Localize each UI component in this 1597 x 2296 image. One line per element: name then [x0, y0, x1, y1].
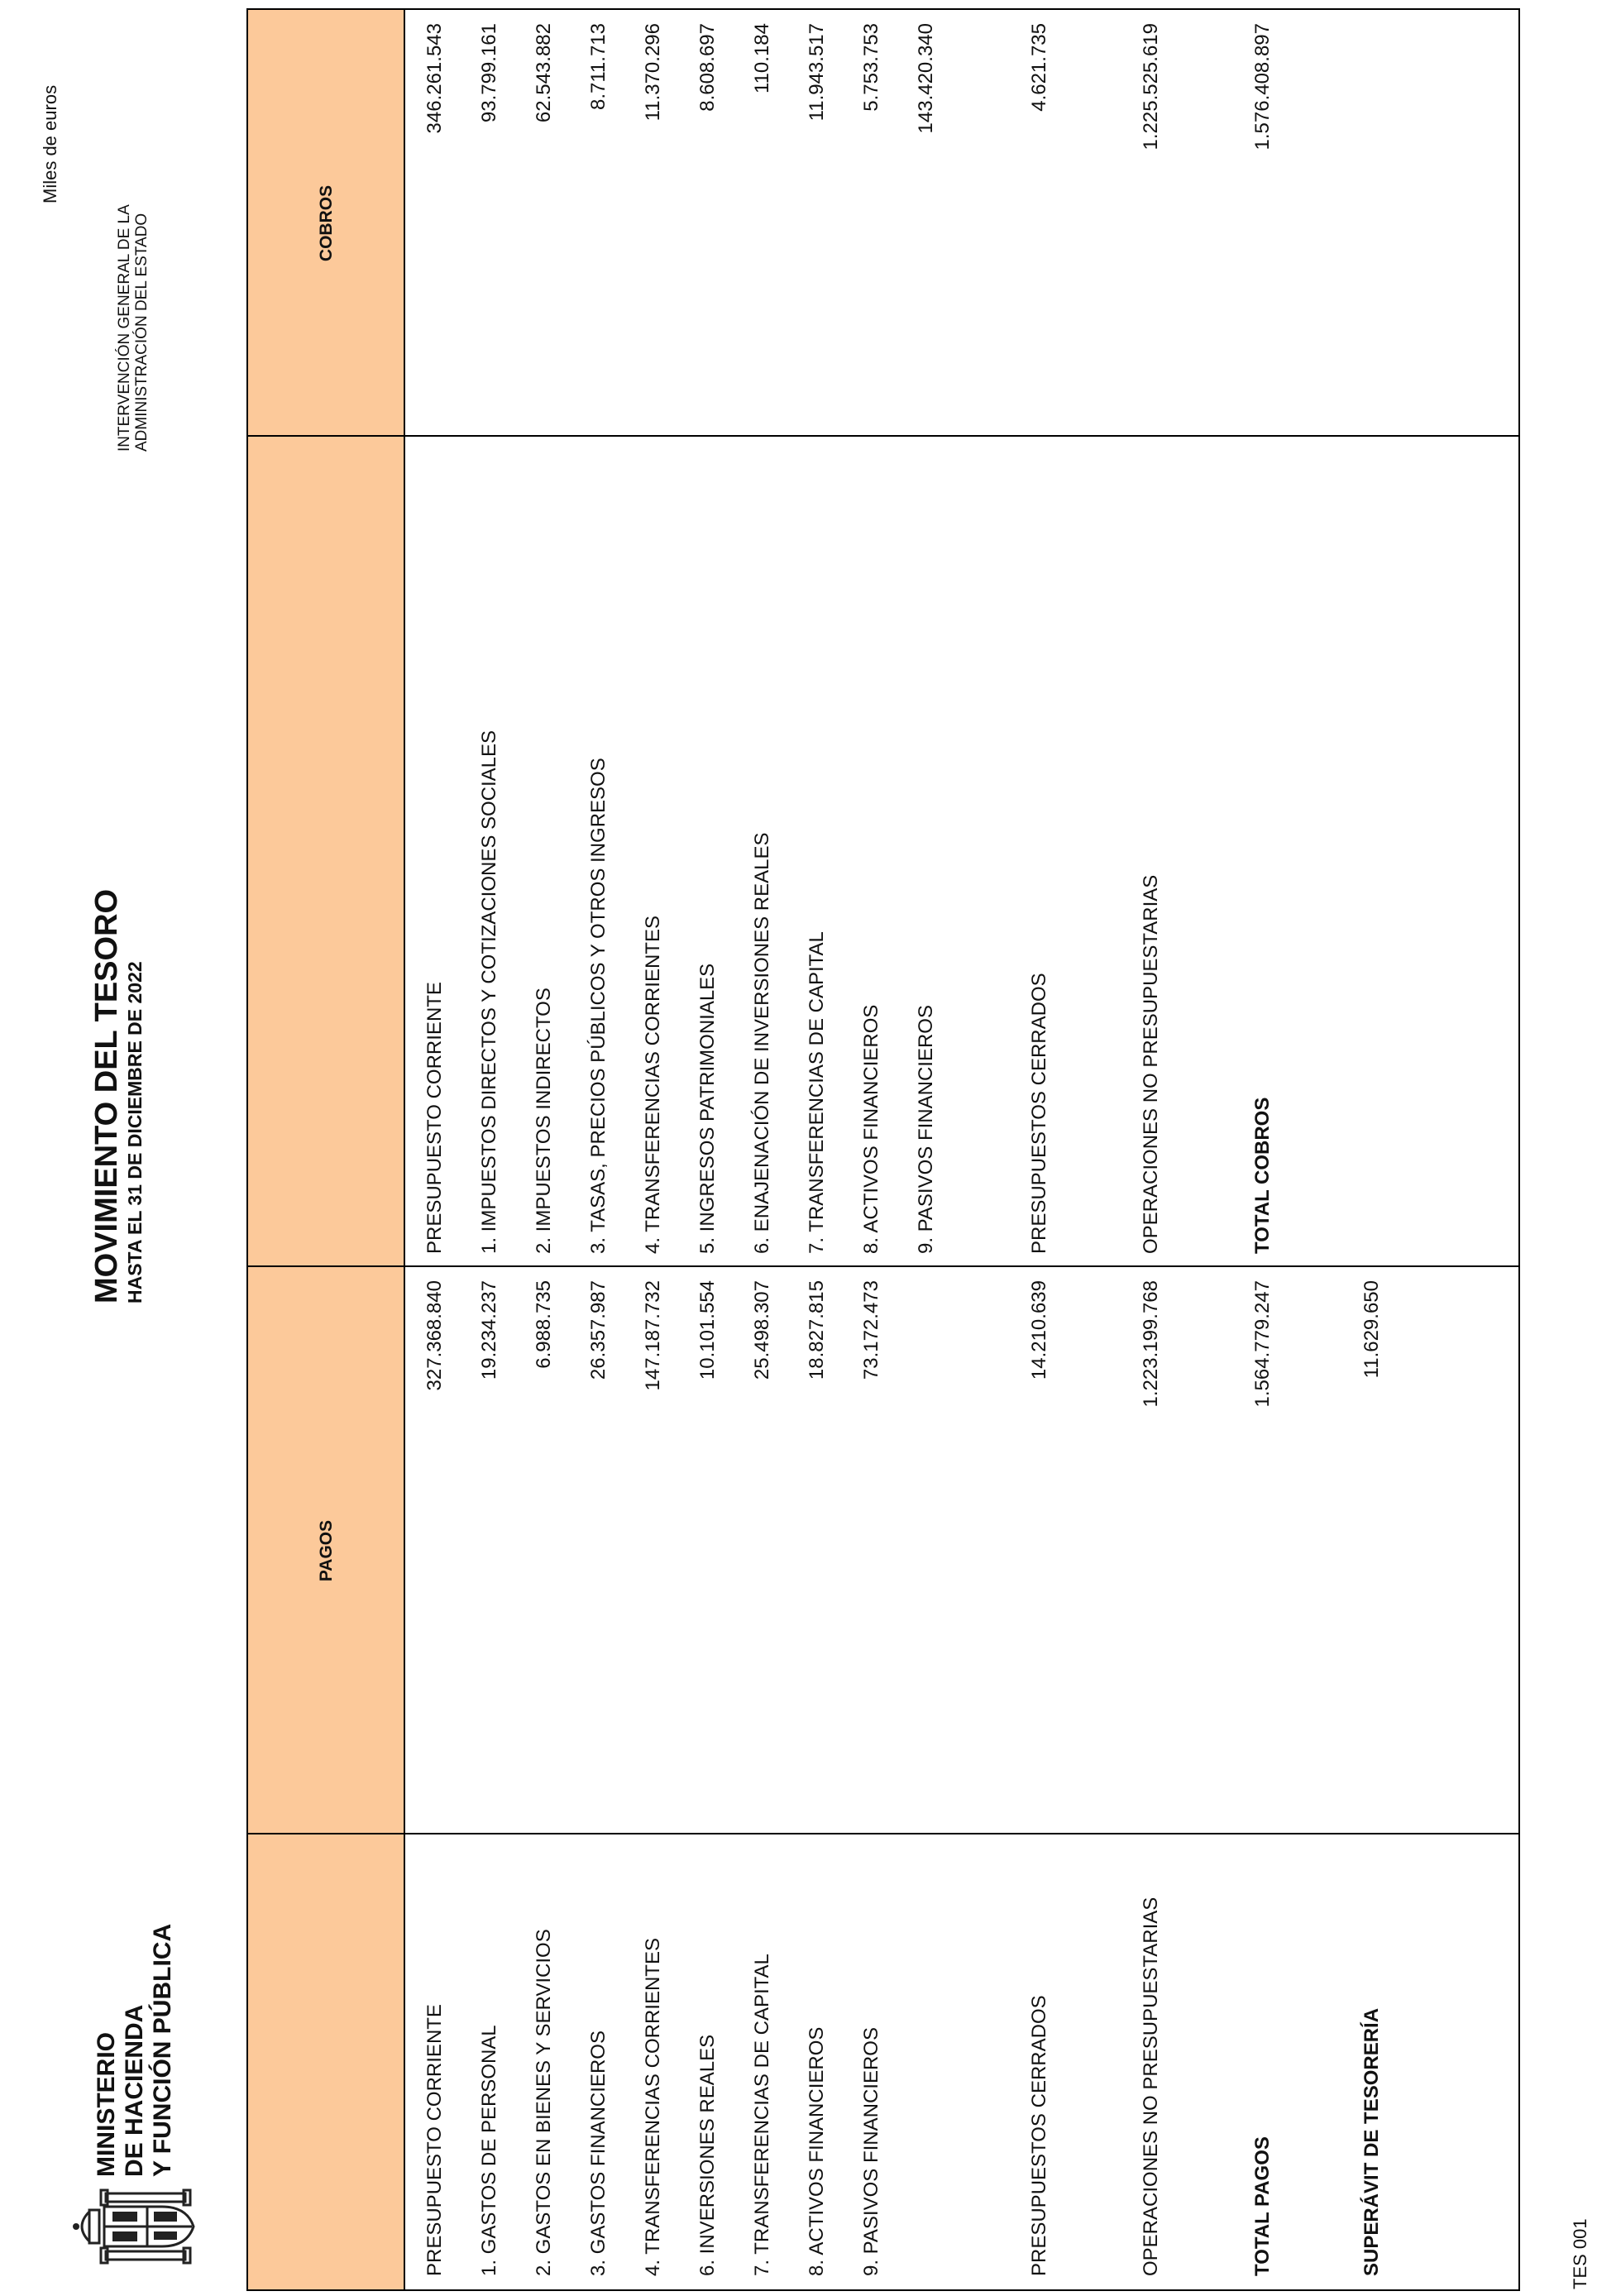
superavit-value: 11.629.650 — [1360, 1280, 1383, 1379]
cobros-value: 8.608.697 — [696, 23, 719, 112]
cobros-label: 8. ACTIVOS FINANCIEROS — [860, 1004, 882, 1254]
ministry-name — [93, 1924, 177, 2177]
igae-line-2: ADMINISTRACIÓN DEL ESTADO — [133, 213, 151, 452]
page-code: TES 001 — [1570, 2218, 1590, 2289]
pagos-value: 1.223.199.768 — [1140, 1280, 1162, 1408]
cobros-value: 5.753.753 — [860, 23, 882, 112]
pagos-label: 6. INVERSIONES REALES — [696, 2034, 719, 2276]
column-divider — [248, 1265, 1518, 1267]
pagos-value: 73.172.473 — [860, 1280, 882, 1380]
pagos-value: 6.988.735 — [533, 1280, 555, 1369]
cobros-label: 5. INGRESOS PATRIMONIALES — [696, 963, 719, 1254]
ministry-line-1: MINISTERIO — [93, 2031, 120, 2177]
cobros-label: PRESUPUESTO CORRIENTE — [423, 982, 446, 1254]
cobros-label: 7. TRANSFERENCIAS DE CAPITAL — [806, 931, 828, 1254]
cobros-value: 143.420.340 — [915, 23, 937, 134]
cobros-label: 4. TRANSFERENCIAS CORRIENTES — [642, 916, 664, 1254]
pagos-value: 147.187.732 — [642, 1280, 664, 1391]
pagos-value: 26.357.987 — [587, 1280, 610, 1380]
pagos-label: 2. GASTOS EN BIENES Y SERVICIOS — [533, 1929, 555, 2276]
cobros-header: COBROS — [317, 184, 336, 262]
units-label: Miles de euros — [40, 84, 60, 203]
pagos-label: 7. TRANSFERENCIAS DE CAPITAL — [751, 1954, 773, 2276]
ministry-line-3: Y FUNCIÓN PÚBLICA — [149, 1923, 176, 2177]
pagos-label: OPERACIONES NO PRESUPUESTARIAS — [1140, 1897, 1162, 2276]
cobros-label: 9. PASIVOS FINANCIEROS — [915, 1005, 937, 1254]
pagos-label: 1. GASTOS DE PERSONAL — [478, 2025, 500, 2276]
page-subtitle: HASTA EL 31 DE DICIEMBRE DE 2022 — [124, 961, 146, 1303]
cobros-label: OPERACIONES NO PRESUPUESTARIAS — [1140, 874, 1162, 1254]
cobros-label: 2. IMPUESTOS INDIRECTOS — [533, 988, 555, 1254]
pagos-value: 10.101.554 — [696, 1280, 719, 1380]
cobros-label: 6. ENAJENACIÓN DE INVERSIONES REALES — [751, 832, 773, 1254]
pagos-value: 25.498.307 — [751, 1280, 773, 1380]
total-pagos-label: TOTAL PAGOS — [1251, 2136, 1274, 2276]
ministry-line-2: DE HACIENDA — [121, 2004, 148, 2177]
igae-line-1: INTERVENCIÓN GENERAL DE LA — [116, 204, 133, 452]
cobros-value: 93.799.161 — [478, 23, 500, 123]
cobros-value: 1.225.525.619 — [1140, 23, 1162, 151]
cobros-value: 8.711.713 — [587, 23, 610, 110]
pagos-label: 8. ACTIVOS FINANCIEROS — [806, 2026, 828, 2276]
total-cobros-value: 1.576.408.897 — [1251, 23, 1274, 151]
coat-of-arms-icon — [71, 2187, 200, 2266]
column-divider — [248, 435, 1518, 437]
cobros-value: 346.261.543 — [423, 23, 446, 134]
pagos-value: 327.368.840 — [423, 1280, 446, 1391]
pagos-value: 14.210.639 — [1028, 1280, 1050, 1380]
pagos-label: PRESUPUESTOS CERRADOS — [1028, 1995, 1050, 2276]
cobros-label: PRESUPUESTOS CERRADOS — [1028, 973, 1050, 1254]
page-title: MOVIMIENTO DEL TESORO — [89, 888, 124, 1303]
pagos-header: PAGOS — [317, 1519, 336, 1582]
cobros-value: 4.621.735 — [1028, 23, 1050, 112]
cobros-value: 11.370.296 — [642, 23, 664, 122]
total-cobros-label: TOTAL COBROS — [1251, 1097, 1274, 1254]
pagos-label: 3. GASTOS FINANCIEROS — [587, 2031, 610, 2276]
superavit-label: SUPERÁVIT DE TESORERÍA — [1360, 2007, 1383, 2276]
cobros-label: 1. IMPUESTOS DIRECTOS Y COTIZACIONES SOCIALES — [478, 729, 500, 1254]
cobros-value: 110.184 — [751, 23, 773, 93]
column-divider — [248, 1833, 1518, 1834]
pagos-label: 9. PASIVOS FINANCIEROS — [860, 2027, 882, 2276]
title-block — [89, 889, 146, 1303]
cobros-value: 62.543.882 — [533, 23, 555, 123]
pagos-label: 4. TRANSFERENCIAS CORRIENTES — [642, 1938, 664, 2276]
pagos-value: 19.234.237 — [478, 1280, 500, 1380]
total-pagos-value: 1.564.779.247 — [1251, 1280, 1274, 1408]
treasury-table — [246, 8, 1520, 2291]
pagos-value: 18.827.815 — [806, 1280, 828, 1380]
cobros-value: 11.943.517 — [806, 23, 828, 122]
pagos-label: PRESUPUESTO CORRIENTE — [423, 2004, 446, 2276]
igae-label — [116, 204, 151, 452]
cobros-label: 3. TASAS, PRECIOS PÚBLICOS Y OTROS INGRESOS — [587, 758, 610, 1254]
